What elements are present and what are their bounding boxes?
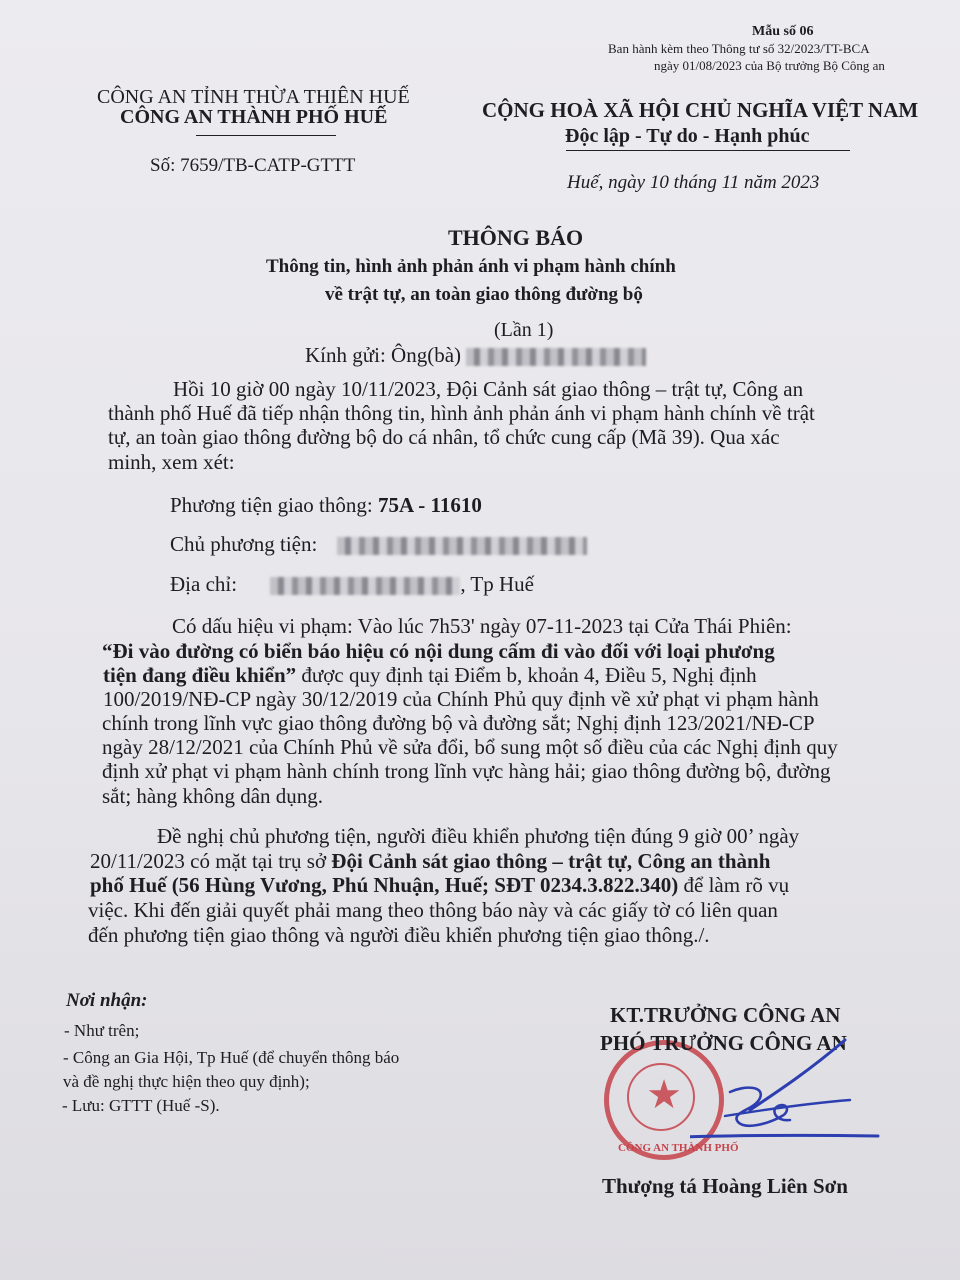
request-line-2 bbox=[90, 849, 770, 874]
request-line-5: đến phương tiện giao thông và người điều khiển phương tiện giao thông./. bbox=[88, 923, 710, 947]
violation-line-3 bbox=[103, 663, 757, 688]
address-city: , Tp Huế bbox=[460, 572, 534, 596]
redacted-owner bbox=[337, 537, 587, 555]
recipient-3: - Lưu: GTTT (Huế -S). bbox=[62, 1096, 220, 1115]
intro-line-3: tự, an toàn giao thông đường bộ do cá nhân, tổ chức cung cấp (Mã 39). Qua xác bbox=[108, 425, 780, 449]
violation-line-1: Có dấu hiệu vi phạm: Vào lúc 7h53' ngày 07-11-2023 tại Cửa Thái Phiên: bbox=[172, 614, 792, 638]
violation-act-end: tiện đang điều khiển” bbox=[103, 663, 297, 687]
intro-line-2: thành phố Huế đã tiếp nhận thông tin, hình ảnh phản ánh vi phạm hành chính về trật bbox=[108, 401, 815, 425]
violation-line-3-rest: được quy định tại Điểm b, khoản 4, Điều 5, Nghị định bbox=[296, 663, 757, 687]
motto-underline bbox=[566, 150, 850, 151]
form-issued-line2: ngày 01/08/2023 của Bộ trưởng Bộ Công an bbox=[654, 58, 885, 73]
seal-text: CÔNG AN THÀNH PHỐ bbox=[618, 1142, 739, 1154]
form-code: Mẫu số 06 bbox=[752, 24, 814, 39]
violation-line-4: 100/2019/NĐ-CP ngày 30/12/2019 của Chính Phủ quy định về xử phạt vi phạm hành bbox=[103, 687, 819, 711]
recipient-2b: và đề nghị thực hiện theo quy định); bbox=[63, 1072, 310, 1091]
form-issued-line1: Ban hành kèm theo Thông tư số 32/2023/TT-BCA bbox=[608, 41, 870, 56]
redacted-address bbox=[270, 577, 460, 595]
signature-title-2: PHÓ TRƯỞNG CÔNG AN bbox=[600, 1031, 847, 1055]
request-office-address: phố Huế (56 Hùng Vương, Phú Nhuận, Huế; SĐT 0234.3.822.340) bbox=[90, 873, 679, 897]
signature-title-1: KT.TRƯỞNG CÔNG AN bbox=[610, 1003, 841, 1027]
signer-name: Thượng tá Hoàng Liên Sơn bbox=[602, 1174, 848, 1198]
handwritten-signature bbox=[690, 1030, 910, 1150]
agency-parent: CÔNG AN TỈNH THỪA THIÊN HUẾ bbox=[97, 86, 410, 108]
request-line-1: Đề nghị chủ phương tiện, người điều khiển phương tiện đúng 9 giờ 00’ ngày bbox=[157, 824, 800, 848]
notice-subtitle-1: Thông tin, hình ảnh phản ánh vi phạm hành chính bbox=[266, 256, 676, 277]
request-office: Đội Cảnh sát giao thông – trật tự, Công an thành bbox=[331, 849, 771, 873]
vehicle-plate: 75A - 11610 bbox=[377, 493, 482, 517]
violation-line-6: ngày 28/12/2021 của Chính Phủ về sửa đổi, bổ sung một số điều của các Nghị định quy bbox=[102, 735, 838, 759]
vehicle-label: Phương tiện giao thông: bbox=[170, 493, 373, 517]
owner-row bbox=[170, 532, 587, 557]
document-number: Số: 7659/TB-CATP-GTTT bbox=[150, 155, 356, 176]
document-date: Huế, ngày 10 tháng 11 năm 2023 bbox=[567, 172, 820, 193]
request-date: 20/11/2023 có mặt tại trụ sở bbox=[90, 849, 332, 873]
notice-subtitle-2: về trật tự, an toàn giao thông đường bộ bbox=[325, 284, 643, 305]
vehicle-row bbox=[170, 493, 482, 518]
notice-round: (Lần 1) bbox=[494, 319, 554, 341]
intro-line-4: minh, xem xét: bbox=[108, 450, 235, 474]
intro-line-1: Hồi 10 giờ 00 ngày 10/11/2023, Đội Cảnh sát giao thông – trật tự, Công an bbox=[173, 377, 804, 401]
violation-line-2: “Đi vào đường có biển báo hiệu có nội dung cấm đi vào đối với loại phương bbox=[102, 639, 775, 663]
recipients-title: Nơi nhận: bbox=[66, 990, 148, 1011]
redacted-name bbox=[466, 348, 646, 366]
recipient-2a: - Công an Gia Hội, Tp Huế (để chuyển thông báo bbox=[63, 1048, 400, 1067]
nation-motto: Độc lập - Tự do - Hạnh phúc bbox=[565, 125, 810, 147]
request-line-3-rest: để làm rõ vụ bbox=[678, 873, 790, 897]
nation-title: CỘNG HOÀ XÃ HỘI CHỦ NGHĨA VIỆT NAM bbox=[482, 98, 919, 122]
agency-name: CÔNG AN THÀNH PHỐ HUẾ bbox=[120, 106, 388, 128]
address-row bbox=[170, 572, 534, 597]
recipient-1: - Như trên; bbox=[64, 1021, 140, 1040]
agency-underline bbox=[196, 135, 336, 136]
addressee-label: Kính gửi: Ông(bà) bbox=[305, 343, 462, 367]
addressee bbox=[305, 343, 646, 368]
address-label: Địa chỉ: bbox=[170, 572, 238, 596]
violation-line-7: định xử phạt vi phạm hành chính trong lĩnh vực hàng hải; giao thông đường bộ, đường bbox=[102, 759, 831, 783]
violation-line-5: chính trong lĩnh vực giao thông đường bộ và đường sắt; Nghị định 123/2021/NĐ-CP bbox=[102, 711, 815, 735]
request-line-3 bbox=[90, 873, 789, 898]
violation-line-8: sắt; hàng không dân dụng. bbox=[102, 784, 324, 808]
request-line-4: việc. Khi đến giải quyết phải mang theo thông báo này và các giấy tờ có liên quan bbox=[88, 898, 778, 922]
seal-star-icon: ★ bbox=[646, 1072, 682, 1117]
owner-label: Chủ phương tiện: bbox=[170, 532, 318, 556]
notice-title: THÔNG BÁO bbox=[448, 225, 584, 250]
